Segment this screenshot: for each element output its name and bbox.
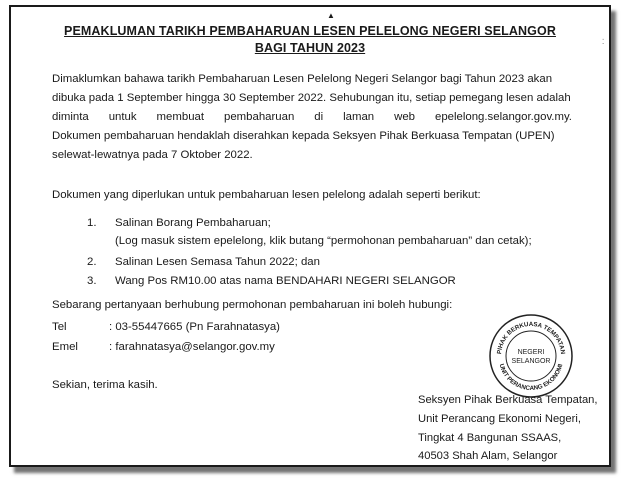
contact-heading: Sebarang pertanyaan berhubung permohonan pembaharuan ini boleh hubungi:: [52, 299, 453, 311]
item-number-3: 3.: [87, 275, 97, 287]
intro-word: web: [394, 111, 416, 123]
tick-mark-icon: ▲: [327, 11, 335, 20]
stamp-bottom-text: UNIT PERANCANG EKONOMI: [497, 363, 565, 393]
intro-word: membuat: [156, 111, 205, 123]
document-page: [11, 7, 609, 465]
item-number-2: 2.: [87, 256, 97, 268]
intro-word: diminta: [52, 111, 89, 123]
intro-word: epelelong.selangor.gov.my.: [434, 111, 572, 123]
stamp-top-text: PIHAK BERKUASA TEMPATAN: [496, 320, 566, 355]
svg-text:UNIT PERANCANG EKONOMI: [498, 363, 565, 392]
tel-label: Tel: [52, 321, 67, 333]
document-title-line-1: PEMAKLUMAN TARIKH PEMBAHARUAN LESEN PELELONG NEGERI SELANGOR: [64, 24, 556, 38]
intro-word: pembaharuan: [224, 111, 295, 123]
scan-artifact-icon: ⁚: [602, 39, 605, 46]
stamp-center-line-1: NEGERI: [517, 349, 545, 356]
item-text-3: Wang Pos RM10.00 atas nama BENDAHARI NEGERI SELANGOR: [115, 275, 456, 287]
item-text-1: Salinan Borang Pembaharuan;: [115, 217, 271, 229]
signature-line-1: Seksyen Pihak Berkuasa Tempatan,: [418, 394, 598, 406]
intro-word: untuk: [108, 111, 137, 123]
email-label: Emel: [52, 341, 78, 353]
signature-line-3: Tingkat 4 Bangunan SSAAS,: [418, 432, 562, 444]
official-stamp: [488, 313, 574, 399]
intro-line-4: Dokumen pembaharuan hendaklah diserahkan kepada Seksyen Pihak Berkuasa Tempatan (UPEN): [52, 130, 555, 142]
intro-line-3: [52, 111, 572, 123]
document-title-line-2: BAGI TAHUN 2023: [254, 41, 366, 55]
intro-line-5: selewat-lewatnya pada 7 Oktober 2022.: [52, 149, 253, 161]
intro-line-1: Dimaklumkan bahawa tarikh Pembaharuan Lesen Pelelong Negeri Selangor bagi Tahun 2023 akan: [52, 73, 553, 85]
signature-line-2: Unit Perancang Ekonomi Negeri,: [418, 413, 581, 425]
stamp-center-line-2: SELANGOR: [511, 358, 551, 365]
item-number-1: 1.: [87, 217, 97, 229]
intro-word: laman: [343, 111, 375, 123]
item-text-2: Salinan Lesen Semasa Tahun 2022; dan: [115, 256, 320, 268]
documents-heading: Dokumen yang diperlukan untuk pembaharuan lesen pelelong adalah seperti berikut:: [52, 189, 481, 201]
intro-line-2: dibuka pada 1 September hingga 30 September 2022. Sehubungan itu, setiap pemegang lesen adalah: [52, 92, 571, 104]
tel-value: : 03-55447665 (Pn Farahnatasya): [109, 321, 280, 333]
document-frame: [9, 5, 611, 467]
email-value: : farahnatasya@selangor.gov.my: [109, 341, 275, 353]
signature-line-4: 40503 Shah Alam, Selangor: [418, 450, 558, 462]
intro-word: di: [314, 111, 324, 123]
item-subtext-1: (Log masuk sistem epelelong, klik butang “permohonan pembaharuan” dan cetak);: [115, 235, 532, 247]
closing-text: Sekian, terima kasih.: [52, 379, 158, 391]
